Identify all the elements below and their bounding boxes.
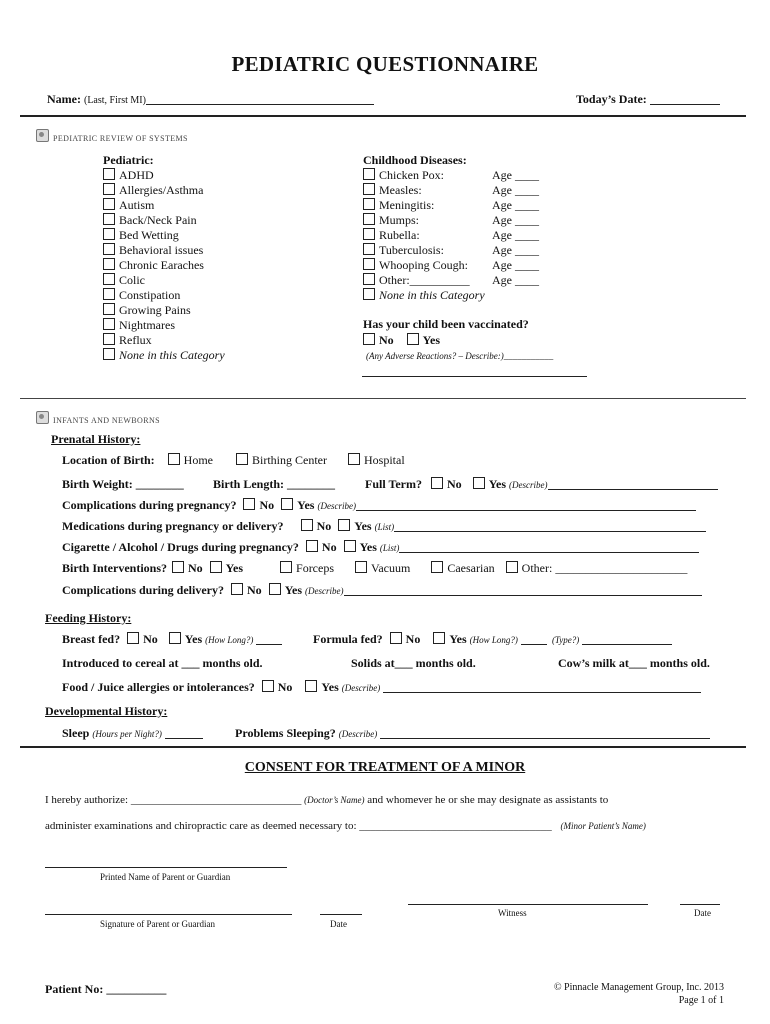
age-field[interactable]: Age ____: [492, 213, 539, 227]
no-label: No: [143, 632, 158, 646]
childhood-list: [363, 168, 485, 303]
medications-no-checkbox[interactable]: [301, 519, 313, 531]
checkbox[interactable]: [103, 168, 115, 180]
pediatric-list: [103, 168, 225, 363]
location-label: Location of Birth:: [62, 453, 155, 467]
home-checkbox[interactable]: [168, 453, 180, 465]
delivery-no-checkbox[interactable]: [231, 583, 243, 595]
authorize-rest-text: and whomever he or she may designate as assistants to: [367, 794, 609, 806]
administer-text[interactable]: administer examinations and chiropractic care as deemed necessary to: ___________________________________: [45, 820, 552, 832]
pediatric-item-bed-wetting[interactable]: Bed Wetting: [103, 228, 225, 243]
checkbox[interactable]: [363, 228, 375, 240]
birth-weight-field[interactable]: Birth Weight: ________: [62, 477, 184, 491]
other-intervention-checkbox[interactable]: [506, 561, 518, 573]
delivery-line[interactable]: [344, 595, 702, 596]
vaccinated-question: Has your child been vaccinated?: [363, 317, 529, 331]
home-label: Home: [183, 453, 213, 467]
no-label: No: [247, 583, 262, 597]
childhood-item-tuberculosis[interactable]: Tuberculosis:: [363, 243, 485, 258]
describe-hint: (Describe): [317, 501, 356, 511]
signature-line[interactable]: [45, 914, 292, 915]
checkbox[interactable]: [103, 348, 115, 360]
hospital-label: Hospital: [364, 453, 405, 467]
yes-label: Yes: [321, 680, 339, 694]
witness-line[interactable]: [408, 904, 648, 905]
checkbox[interactable]: [103, 318, 115, 330]
breast-fed-label: Breast fed?: [62, 632, 121, 646]
pediatric-item-adhd[interactable]: ADHD: [103, 168, 225, 183]
how-long-hint: (How Long?): [205, 635, 254, 645]
pediatric-item-earaches[interactable]: Chronic Earaches: [103, 258, 225, 273]
complications-yes-checkbox[interactable]: [281, 498, 293, 510]
problems-sleeping-line[interactable]: [380, 738, 710, 739]
complications-pregnancy-label: Complications during pregnancy?: [62, 498, 237, 512]
cereal-field[interactable]: Introduced to cereal at ___ months old.: [62, 656, 263, 670]
copyright: © Pinnacle Management Group, Inc. 2013: [553, 982, 724, 993]
checkbox[interactable]: [363, 168, 375, 180]
no-label: No: [277, 680, 293, 694]
complications-delivery-row: [62, 583, 702, 598]
pediatric-label: Pediatric:: [103, 153, 154, 167]
location-of-birth-row: [62, 453, 405, 468]
adverse-reactions-line: [362, 376, 587, 377]
vaccinated-no-checkbox[interactable]: [363, 333, 375, 345]
printed-name-line[interactable]: [45, 867, 287, 868]
pediatric-item-behavioral[interactable]: Behavioral issues: [103, 243, 225, 258]
childhood-item-meningitis[interactable]: Meningitis:: [363, 198, 485, 213]
age-field[interactable]: Age ____: [492, 273, 539, 287]
consent-divider: [20, 746, 746, 748]
childhood-item-rubella[interactable]: Rubella:: [363, 228, 485, 243]
authorize-line: [45, 794, 608, 806]
food-allergies-line[interactable]: [383, 692, 701, 693]
checkbox[interactable]: [363, 198, 375, 210]
page-number: Page 1 of 1: [678, 995, 724, 1006]
childhood-item-whooping-cough[interactable]: Whooping Cough:: [363, 258, 485, 273]
childhood-item-chicken-pox[interactable]: Chicken Pox:: [363, 168, 485, 183]
checkbox[interactable]: [363, 183, 375, 195]
developmental-history-label: Developmental History:: [45, 704, 168, 718]
date-label: Today’s Date:: [576, 92, 647, 106]
food-allergies-yes-checkbox[interactable]: [305, 680, 317, 692]
age-field[interactable]: Age ____: [492, 168, 539, 182]
full-term-yes-checkbox[interactable]: [473, 477, 485, 489]
forceps-label: Forceps: [296, 561, 335, 575]
age-field[interactable]: Age ____: [492, 243, 539, 257]
checkbox[interactable]: [103, 333, 115, 345]
substances-line[interactable]: [399, 552, 699, 553]
yes-label: Yes: [422, 333, 441, 347]
complications-line[interactable]: [356, 510, 696, 511]
birthing-center-label: Birthing Center: [252, 453, 327, 467]
name-line: [146, 104, 374, 105]
interventions-label: Birth Interventions?: [62, 561, 167, 575]
yes-label: Yes: [297, 498, 315, 512]
prenatal-history-label: Prenatal History:: [51, 432, 141, 446]
formula-fed-label: Formula fed?: [313, 632, 383, 646]
checkbox[interactable]: [363, 213, 375, 225]
describe-hint: (Describe): [305, 586, 344, 596]
feeding-history-label: Feeding History:: [45, 611, 132, 625]
food-allergies-no-checkbox[interactable]: [262, 680, 274, 692]
medications-row: [62, 519, 706, 534]
cows-milk-field[interactable]: Cow’s milk at___ months old.: [558, 656, 710, 670]
list-hint: (List): [374, 522, 395, 532]
yes-label: Yes: [359, 540, 377, 554]
breast-fed-yes-checkbox[interactable]: [169, 632, 181, 644]
interventions-yes-checkbox[interactable]: [210, 561, 222, 573]
checkbox[interactable]: [103, 183, 115, 195]
pediatric-item-back-neck[interactable]: Back/Neck Pain: [103, 213, 225, 228]
describe-hint: (Describe): [338, 729, 378, 739]
infants-section-title: INFANTS AND NEWBORNS: [53, 416, 160, 425]
substances-yes-checkbox[interactable]: [344, 540, 356, 552]
medications-line[interactable]: [394, 531, 706, 532]
checkbox[interactable]: [103, 213, 115, 225]
full-term-line[interactable]: [548, 489, 718, 490]
checkbox[interactable]: [103, 273, 115, 285]
checkbox[interactable]: [103, 258, 115, 270]
hospital-checkbox[interactable]: [348, 453, 360, 465]
pediatric-item-constipation[interactable]: Constipation: [103, 288, 225, 303]
substances-no-checkbox[interactable]: [306, 540, 318, 552]
checkbox[interactable]: [363, 243, 375, 255]
checkbox[interactable]: [103, 303, 115, 315]
age-field[interactable]: Age ____: [492, 183, 539, 197]
food-allergies-row: [62, 680, 701, 695]
formula-fed-line[interactable]: [521, 644, 547, 645]
interventions-no-checkbox[interactable]: [172, 561, 184, 573]
complications-delivery-label: Complications during delivery?: [62, 583, 225, 597]
yes-label: Yes: [449, 632, 467, 646]
interventions-row: [62, 561, 687, 576]
review-section-title: PEDIATRIC REVIEW OF SYSTEMS: [53, 134, 188, 143]
pediatric-item-autism[interactable]: Autism: [103, 198, 225, 213]
witness-label: Witness: [498, 908, 527, 918]
vaccinated-yes-checkbox[interactable]: [407, 333, 419, 345]
checkbox[interactable]: [103, 228, 115, 240]
no-label: No: [188, 561, 203, 575]
age-field[interactable]: Age ____: [492, 198, 539, 212]
no-label: No: [447, 477, 462, 491]
review-section-header: [36, 128, 188, 146]
type-hint: (Type?): [551, 635, 580, 645]
printed-name-label: Printed Name of Parent or Guardian: [100, 872, 231, 882]
clipboard-icon: [36, 411, 49, 424]
age-field[interactable]: Age ____: [492, 228, 539, 242]
caesarian-checkbox[interactable]: [431, 561, 443, 573]
pediatric-item-nightmares[interactable]: Nightmares: [103, 318, 225, 333]
infants-divider: [20, 398, 746, 399]
patient-name-field[interactable]: [47, 92, 374, 107]
header-divider: [20, 115, 746, 117]
childhood-item-other[interactable]: Other:__________: [363, 273, 485, 288]
no-label: No: [259, 498, 275, 512]
describe-hint: (Describe): [509, 480, 548, 490]
vaccinated-options: [363, 333, 440, 348]
childhood-item-measles[interactable]: Measles:: [363, 183, 485, 198]
infants-section-header: [36, 410, 160, 428]
no-label: No: [405, 632, 421, 646]
name-label: Name:: [47, 92, 81, 106]
birthing-center-checkbox[interactable]: [236, 453, 248, 465]
childhood-item-mumps[interactable]: Mumps:: [363, 213, 485, 228]
consent-title: CONSENT FOR TREATMENT OF A MINOR: [244, 760, 526, 775]
pediatric-item-reflux[interactable]: Reflux: [103, 333, 225, 348]
food-allergies-label: Food / Juice allergies or intolerances?: [62, 680, 255, 694]
clipboard-icon: [36, 129, 49, 142]
problems-sleeping-label: Problems Sleeping?: [235, 726, 336, 740]
patient-number-field[interactable]: Patient No: __________: [45, 982, 167, 996]
complications-pregnancy-row: [62, 498, 696, 513]
complications-no-checkbox[interactable]: [243, 498, 255, 510]
substances-row: [62, 540, 699, 555]
sleep-row: [62, 726, 203, 741]
yes-label: Yes: [488, 477, 507, 491]
vacuum-label: Vacuum: [371, 561, 411, 575]
authorize-text[interactable]: I hereby authorize: _______________________________: [45, 794, 302, 806]
checkbox[interactable]: [363, 258, 375, 270]
checkbox[interactable]: [103, 243, 115, 255]
list-hint: (List): [379, 543, 400, 553]
hours-per-night-hint: (Hours per Night?): [92, 729, 162, 739]
sleep-hours-line[interactable]: [165, 738, 203, 739]
pediatric-item-colic[interactable]: Colic: [103, 273, 225, 288]
full-term-no-checkbox[interactable]: [431, 477, 443, 489]
medications-label: Medications during pregnancy or delivery?: [62, 519, 284, 533]
how-long-hint: (How Long?): [469, 635, 518, 645]
age-column: [492, 168, 539, 288]
witness-date-line[interactable]: [680, 904, 720, 905]
birth-length-field[interactable]: Birth Length: ________: [213, 477, 336, 491]
minor-name-hint: (Minor Patient’s Name): [560, 821, 646, 831]
sleep-label: Sleep: [62, 726, 90, 740]
vacuum-checkbox[interactable]: [355, 561, 367, 573]
pediatric-item-growing-pains[interactable]: Growing Pains: [103, 303, 225, 318]
pediatric-item-none[interactable]: None in this Category: [103, 348, 225, 363]
witness-date-label: Date: [694, 908, 711, 918]
age-field[interactable]: Age ____: [492, 258, 539, 272]
todays-date-field[interactable]: [576, 92, 720, 107]
breast-fed-no-checkbox[interactable]: [127, 632, 139, 644]
medications-yes-checkbox[interactable]: [338, 519, 350, 531]
delivery-yes-checkbox[interactable]: [269, 583, 281, 595]
problems-sleeping-row: [235, 726, 710, 741]
pediatric-item-allergies[interactable]: Allergies/Asthma: [103, 183, 225, 198]
date-line: [650, 104, 720, 105]
childhood-diseases-label: Childhood Diseases:: [363, 153, 467, 167]
checkbox[interactable]: [103, 198, 115, 210]
yes-label: Yes: [184, 632, 203, 646]
signature-date-label: Date: [330, 919, 347, 929]
formula-fed-yes-checkbox[interactable]: [433, 632, 445, 644]
forceps-checkbox[interactable]: [280, 561, 292, 573]
page-title: PEDIATRIC QUESTIONNAIRE: [231, 52, 539, 76]
checkbox[interactable]: [363, 288, 375, 300]
checkbox[interactable]: [103, 288, 115, 300]
solids-field[interactable]: Solids at___ months old.: [351, 656, 476, 670]
no-label: No: [316, 519, 332, 533]
administer-line: [45, 820, 646, 832]
formula-fed-row: [313, 632, 672, 647]
full-term-label: Full Term?: [365, 477, 423, 491]
formula-type-line[interactable]: [582, 644, 672, 645]
caesarian-label: Caesarian: [447, 561, 495, 575]
name-hint: (Last, First MI): [83, 95, 146, 106]
childhood-item-none[interactable]: None in this Category: [363, 288, 485, 303]
no-label: No: [321, 540, 337, 554]
adverse-reactions-field[interactable]: (Any Adverse Reactions? – Describe:)___________: [366, 351, 554, 361]
describe-hint: (Describe): [341, 683, 381, 693]
yes-label: Yes: [284, 583, 303, 597]
no-label: No: [379, 333, 394, 347]
yes-label: Yes: [354, 519, 372, 533]
formula-fed-no-checkbox[interactable]: [390, 632, 402, 644]
yes-label: Yes: [225, 561, 244, 575]
doctor-name-hint: (Doctor’s Name): [304, 795, 365, 805]
checkbox[interactable]: [363, 273, 375, 285]
breast-fed-line[interactable]: [256, 644, 282, 645]
breast-fed-row: [62, 632, 282, 647]
signature-date-line[interactable]: [320, 914, 362, 915]
substances-label: Cigarette / Alcohol / Drugs during pregnancy?: [62, 540, 299, 554]
signature-label: Signature of Parent or Guardian: [100, 919, 215, 929]
full-term-row: [365, 477, 718, 492]
other-intervention-label: Other: ______________________: [521, 561, 688, 575]
